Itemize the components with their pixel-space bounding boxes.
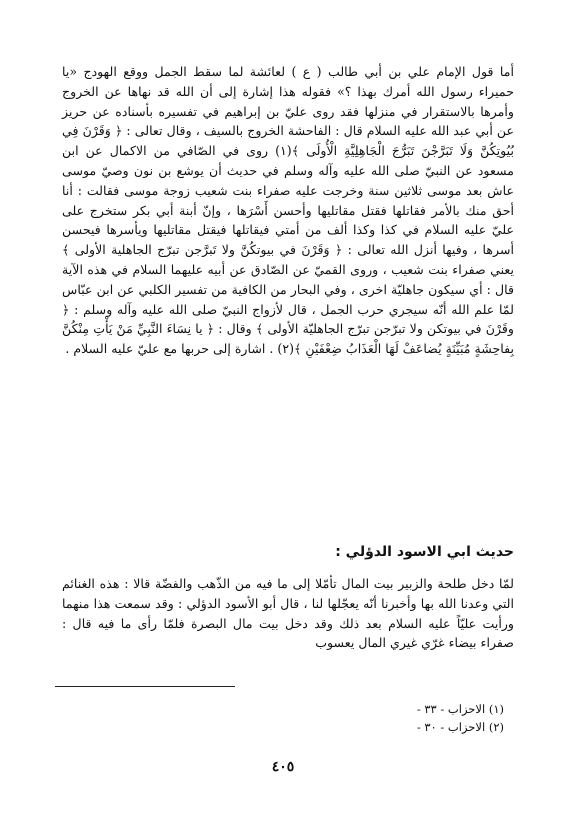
footnote-2: (٢) الاحزاب - ٣٠ - <box>416 720 504 734</box>
section-heading: حديث ابي الاسود الدؤلي : <box>335 544 514 560</box>
footnotes <box>417 700 504 736</box>
footnote-separator <box>55 686 235 687</box>
main-text-block <box>62 62 514 359</box>
paragraph-ali-aisha: أما قول الإمام علي بن أبي طالب ( ع ) لعائشة لما سقط الجمل ووقع الهودج «يا حميراء رسول الله أمرك بهذا ؟» فقوله هذا إشارة إلى أن الله قد نهاها عن الخروج وأمرها بالاستقرار في منزلها فقد روى عليّ بن إبراهيم في تفسيره بأسناده عن حريز عن أبي عبد الله عليه السلام قال : الفاحشة الخروج بالسيف ، وقال تعالى : ﴿ وَقَرْنَ فِي بُيُوتِكُنَّ وَلَا تَبَرَّجْنَ تَبَرُّجَ الْجَاهِلِيَّةِ الْأُولَى ﴾(١) روى في الصّافي من الاكمال عن ابن مسعود عن النبيّ صلى الله عليه وآله وسلم في حديث أن يوشع بن نون وصيّ موسى عاش بعد موسى ثلاثين سنة وخرجت عليه صفراء بنت شعيب زوجة موسى فقالت : أنا أحق منك بالأمر فقاتلها فقتل مقاتليها وأحسن أَسْرَها ، وإنّ أبنة أبي بكر ستخرج على عليّ عليه السلام في كذا وكذا ألف من أمتي فيقاتلها فيقتل مقاتليها ويأسرها فيحسن أسرها ، وفيها أنزل الله تعالى : ﴿ وَقَرْنَ في بيوتكُنَّ ولا تَبرَّجن تبرّج الجاهلية الأولى ﴾ يعني صفراء بنت شعيب ، وروى القميّ عن الصّادق عن أبيه عليهما السلام في هذه الآية قال : أي سيكون جاهليّة اخرى ، وفي البحار من الكافية من تفسير الكلبي عن ابن عبّاس لمّا علم الله أنّه سيجري حرب الجمل ، قال لأزواج النبيّ صلى الله عليه وآله وسلم : ﴿ وقَرْنَ في بيوتكن ولا تبرّجن تبرّج الجاهليّة الأولى ﴾ وقال : ﴿ يا نِسَاءَ النَّبِيِّ مَنْ يَأْتِ مِنْكُنَّ بِفاحِشَةٍ مُبَيِّنَةٍ يُضاعَفْ لَهَا الْعَذَابُ ضِعْفَيْنِ ﴾(٢) . اشارة إلى حربها مع عليّ عليه السلام . <box>62 64 514 357</box>
footnote-1: (١) الاحزاب - ٣٣ - <box>416 702 504 716</box>
page-number: ٤٠٥ <box>271 759 295 775</box>
paragraph-abu-al-aswad: لمّا دخل طلحة والزبير بيت المال تأمّلا إلى ما فيه من الذّهب والفضّة قالا : هذه الغنائم التي وعدنا الله بها وأخبرنا أنّه يعجّلها لنا ، قال أبو الأسود الدؤلي : وقد سمعت هذا منهما ورأيت عليّاً عليه السلام بعد ذلك وقد دخل بيت مال البصرة فلمّا رأى ما فيه قال : صفراء بيضاء غرّي غيري المال يعسوب <box>62 576 514 651</box>
second-text-block <box>62 574 514 653</box>
